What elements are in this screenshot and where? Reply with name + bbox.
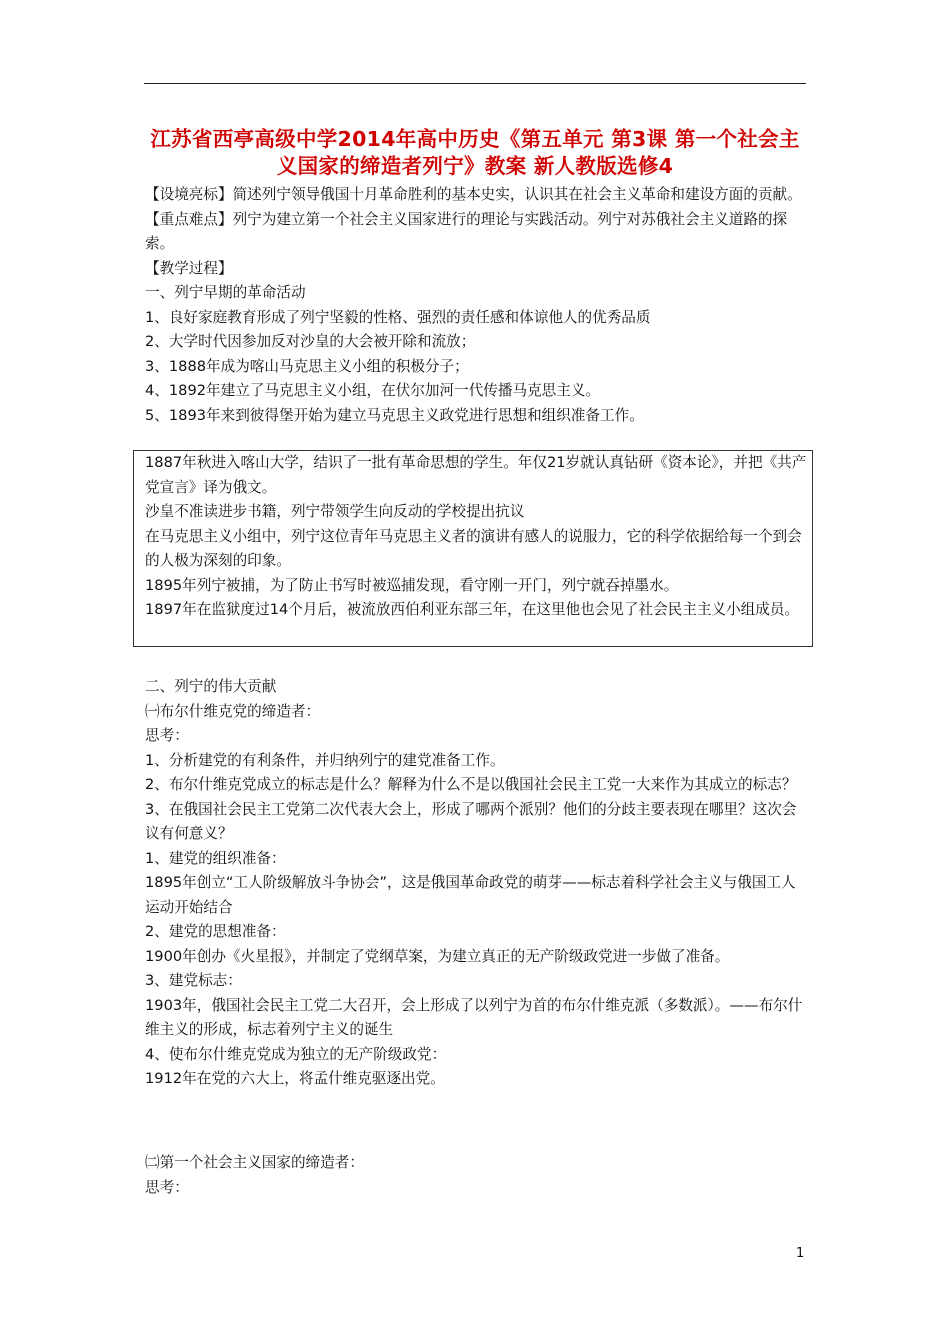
question-item: 2、布尔什维克党成立的标志是什么？解释为什么不是以俄国社会民主工党一大来作为其成立的标志？ [145, 776, 797, 793]
section2 [145, 675, 809, 1092]
list-item: 2、大学时代因参加反对沙皇的大会被开除和流放； [145, 333, 476, 350]
box-paragraph: 1895年列宁被捕，为了防止书写时被巡捕发现，看守刚一开门，列宁就吞掉墨水。 [145, 576, 679, 594]
think-label: 思考： [145, 1178, 189, 1196]
section1-heading: 一、列宁早期的革命活动 [145, 284, 306, 301]
list-item: 4、1892年建立了马克思主义小组，在伏尔加河一代传播马克思主义。 [145, 382, 601, 399]
box-paragraph: 1897年在监狱度过14个月后，被流放西伯利亚东部三年，在这里他也会见了社会民主主义小组成员。 [145, 601, 800, 618]
subsection-heading: ㈡第一个社会主义国家的缔造者： [145, 1154, 364, 1171]
question-item: 1、分析建党的有利条件，并归纳列宁的建党准备工作。 [145, 751, 505, 769]
question-item: 3、在俄国社会民主工党第二次代表大会上，形成了哪两个派别？他们的分歧主要表现在哪里？这次会议有何意义？ [145, 800, 797, 842]
section3 [145, 1151, 809, 1200]
material-box-text [145, 451, 809, 623]
section2-heading: 二、列宁的伟大贡献 [145, 678, 277, 695]
point-text: 1900年创办《火星报》，并制定了党纲草案，为建立真正的无产阶级政党进一步做了准备。 [145, 947, 730, 965]
header-rule [144, 83, 806, 84]
document-title: 江苏省西亭高级中学2014年高中历史《第五单元 第3课 第一个社会主义国家的缔造者列宁》教案 新人教版选修4 [150, 127, 800, 178]
page-number: 1 [796, 1246, 805, 1261]
point-text: 1903年，俄国社会民主工党二大召开，会上形成了以列宁为首的布尔什维克派（多数派）。——布尔什维主义的形成，标志着列宁主义的诞生 [145, 996, 803, 1038]
point-text: 1912年在党的六大上，将孟什维克驱逐出党。 [145, 1070, 445, 1087]
box-paragraph: 1887年秋进入喀山大学，结识了一批有革命思想的学生。年仅21岁就认真钻研《资本论》，并把《共产党宣言》译为俄文。 [145, 454, 807, 496]
process-heading: 【教学过程】 [145, 259, 233, 277]
list-item: 5、1893年来到彼得堡开始为建立马克思主义政党进行思想和组织准备工作。 [145, 406, 644, 424]
key-points-paragraph: 【重点难点】列宁为建立第一个社会主义国家进行的理论与实践活动。列宁对苏俄社会主义道路的探索。 [145, 210, 788, 252]
box-paragraph: 在马克思主义小组中，列宁这位青年马克思主义者的演讲有感人的说服力，它的科学依据给每一个到会的人极为深刻的印象。 [145, 527, 802, 569]
subsection-heading: ㈠布尔什维克党的缔造者： [145, 702, 321, 720]
list-item: 3、1888年成为喀山马克思主义小组的积极分子； [145, 357, 469, 375]
box-paragraph: 沙皇不准读进步书籍，列宁带领学生向反动的学校提出抗议 [145, 503, 525, 520]
think-label: 思考： [145, 727, 189, 744]
list-item: 1、良好家庭教育形成了列宁坚毅的性格、强烈的责任感和体谅他人的优秀品质 [145, 308, 651, 326]
point-heading: 1、建党的组织准备： [145, 849, 286, 867]
objectives-paragraph: 【设境亮标】简述列宁领导俄国十月革命胜利的基本史实，认识其在社会主义革命和建设方面的贡献。 [145, 186, 802, 203]
point-heading: 2、建党的思想准备： [145, 923, 286, 940]
intro-section [145, 183, 809, 428]
point-heading: 4、使布尔什维克党成为独立的无产阶级政党： [145, 1045, 447, 1063]
point-heading: 3、建党标志： [145, 972, 242, 989]
point-text: 1895年创立“工人阶级解放斗争协会”，这是俄国革命政党的萌芽——标志着科学社会主义与俄国工人运动开始结合 [145, 874, 796, 916]
